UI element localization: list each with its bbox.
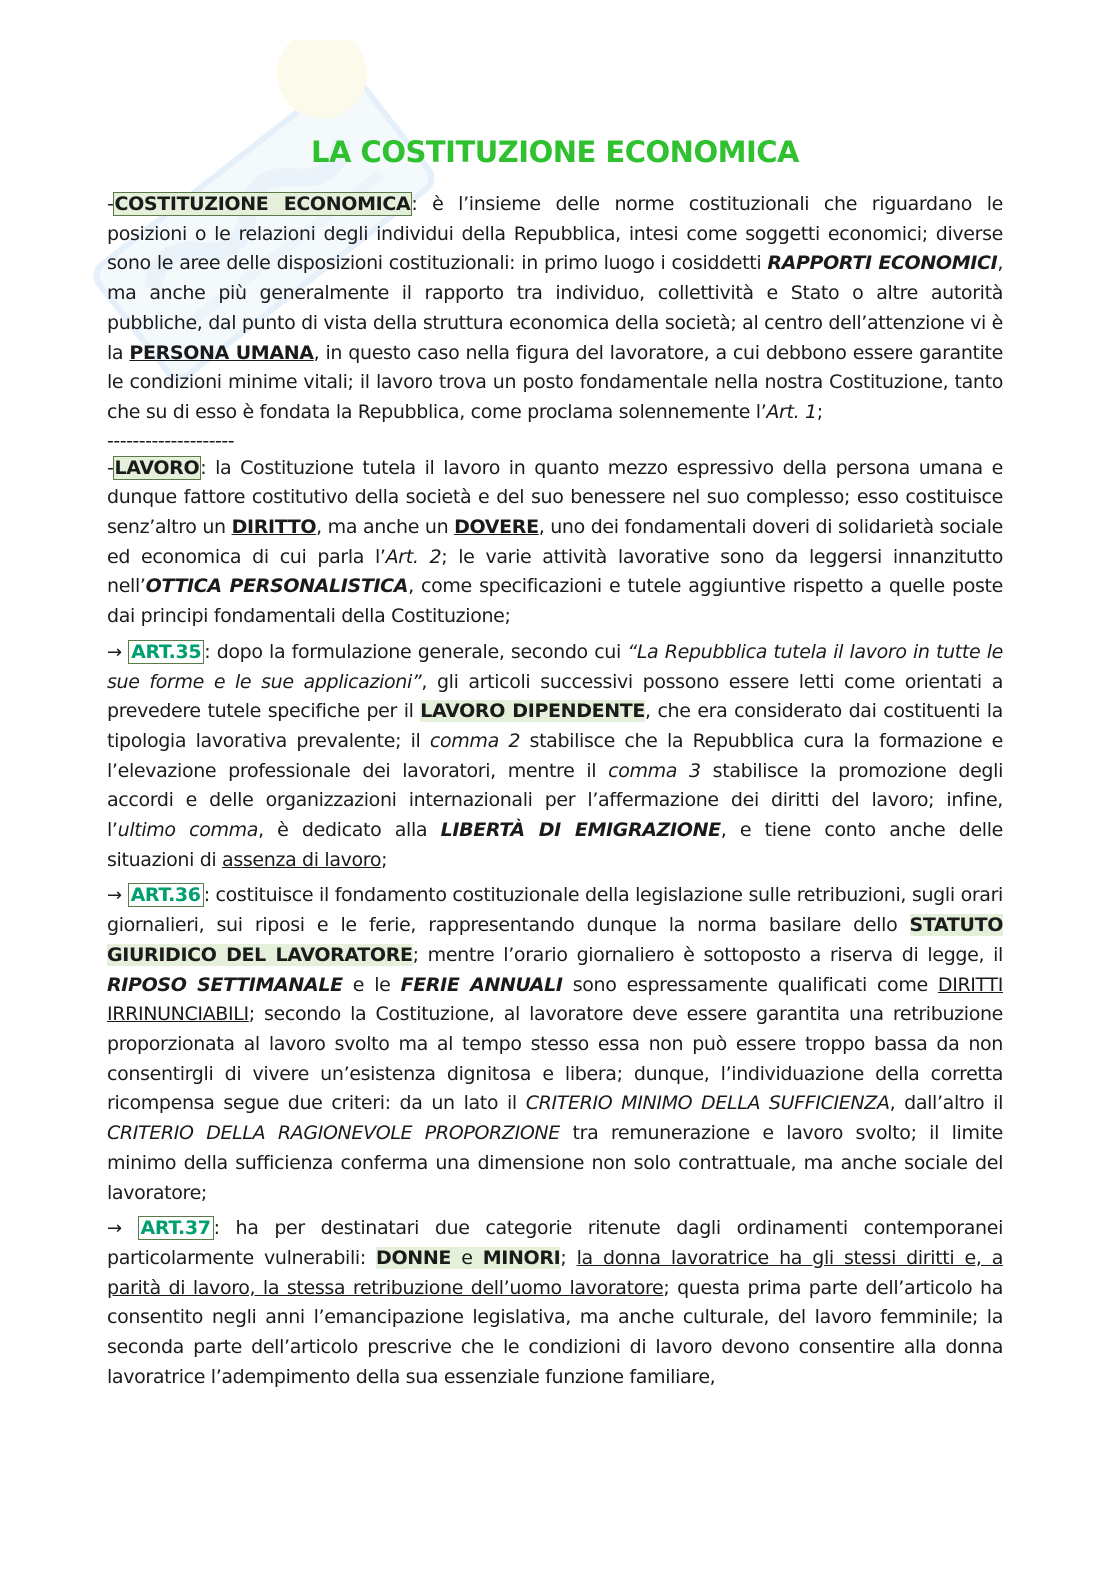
ref-art-2: Art. 2 (385, 545, 442, 568)
text: : è l’insieme delle norme costituzionali che riguardano le posizioni o le relazioni degli individui della Repubblica, intesi come soggetti economici; diverse sono le aree delle disposizioni costituzionali: in primo luogo i cosiddetti (107, 193, 1003, 275)
quote-art-35: “La Repubblica tutela il lavoro in tutte le sue forme e le sue applicazioni” (107, 640, 1003, 693)
arrow-icon: → (107, 641, 122, 663)
article-label-37: ART.37 (138, 1216, 214, 1240)
term-costituzione-economica: COSTITUZIONE ECONOMICA (114, 193, 411, 215)
text: ; (816, 400, 823, 423)
term-ottica-personalistica: OTTICA PERSONALISTICA (145, 575, 409, 598)
term-diritto: DIRITTO (231, 516, 317, 539)
text: ; (560, 1246, 577, 1269)
text: stabilisce la promozione degli accordi e delle organizzazioni internazionali per l’affermazione dei diritti del lavoro; infine, l’ (107, 759, 1003, 842)
article-label-36: ART.36 (128, 883, 204, 907)
article-label-35: ART.35 (128, 640, 204, 664)
term-persona-umana: PERSONA UMANA (129, 341, 314, 364)
text: ; mentre l’orario giornaliero è sottoposto a riserva di legge, il (412, 943, 1003, 966)
document-page (107, 130, 1003, 1392)
term-donne: DONNE (376, 1246, 452, 1269)
text: stabilisce che la Repubblica cura la formazione e l’elevazione professionale dei lavoratori, mentre il (107, 729, 1003, 782)
text: , dall’altro il (889, 1092, 1003, 1115)
ref-art-1: Art. 1 (766, 400, 817, 423)
term-lavoro: LAVORO (114, 456, 200, 479)
text: : ha per destinatari due categorie ritenute dagli ordinamenti contemporanei particolarmente vulnerabili: (107, 1217, 1003, 1269)
term-riposo-settimanale: RIPOSO SETTIMANALE (107, 973, 343, 996)
ref-ultimo-comma: ultimo comma (117, 819, 259, 842)
text: sono espressamente qualificati come (562, 973, 938, 996)
term-lavoro-dipendente: LAVORO DIPENDENTE (420, 700, 646, 723)
ref-comma-2: comma 2 (429, 729, 521, 752)
text: ; le varie attività lavorative sono da leggersi innanzitutto nell’ (107, 545, 1003, 598)
text: ; secondo la Costituzione, al lavoratore deve essere garantita una retribuzione proporzionata al lavoro svolto ma al tempo stesso essa non può essere troppo bassa da non consentirgli di vivere un’esistenza dignitosa e libera; dunque, l’individuazione della corretta ricompensa segue due criteri: da un lato il (107, 1003, 1003, 1115)
text: , uno dei fondamentali doveri di solidarietà sociale ed economica di cui parla l’ (107, 516, 1003, 568)
term-ferie-annuali: FERIE ANNUALI (400, 973, 563, 996)
conjunction: e (451, 1246, 483, 1269)
term-liberta-emigrazione: LIBERTÀ DI EMIGRAZIONE (440, 819, 721, 842)
text: , gli articoli successivi possono essere letti come orientati a prevedere tutele specifiche per il (107, 670, 1003, 723)
term-assenza-lavoro: assenza di lavoro (222, 848, 382, 871)
term-criterio-proporzione: CRITERIO DELLA RAGIONEVOLE PROPORZIONE (107, 1122, 560, 1145)
paragraph-art-37 (107, 1214, 1003, 1392)
term-statuto-giuridico: STATUTO GIURIDICO DEL LAVORATORE (107, 914, 1003, 966)
statement-parita: la donna lavoratrice ha gli stessi diritti e, a parità di lavoro, la stessa retribuzione dell’uomo lavoratore (107, 1246, 1003, 1299)
ref-comma-3: comma 3 (608, 759, 701, 782)
text: : dopo la formulazione generale, secondo cui (204, 640, 628, 663)
text: , in questo caso nella figura del lavoratore, a cui debbono essere garantite le condizioni minime vitali; il lavoro trova un posto fondamentale nella nostra Costituzione, tanto che su di esso è fondata la Repubblica, come proclama solennemente l’ (107, 341, 1003, 423)
term-criterio-sufficienza: CRITERIO MINIMO DELLA SUFFICIENZA (525, 1092, 890, 1115)
text: ; (381, 848, 388, 871)
text: e le (342, 973, 401, 996)
term-dovere: DOVERE (454, 516, 539, 539)
text: tra remunerazione e lavoro svolto; il limite minimo della sufficienza conferma una dimensione non solo contrattuale, ma anche sociale del lavoratore; (107, 1122, 1003, 1204)
text: , che era considerato dai costituenti la tipologia lavorativa prevalente; il (107, 700, 1003, 752)
term-diritti-irrinunciabili: DIRITTI IRRINUNCIABILI (107, 973, 1003, 1026)
paragraph-art-35 (107, 638, 1003, 876)
paragraph-art-36 (107, 881, 1003, 1208)
dash: - (107, 193, 114, 215)
term-rapporti-economici: RAPPORTI ECONOMICI (767, 252, 998, 275)
arrow-icon: → (107, 1218, 122, 1240)
dash: - (107, 456, 114, 479)
text: : la Costituzione tutela il lavoro in quanto mezzo espressivo della persona umana e dunque fattore costitutivo della società e del suo benessere nel suo complesso; esso costituisce senz’altro un (107, 456, 1003, 539)
separator-line: -------------------- (107, 429, 235, 452)
text: , come specificazioni e tutele aggiuntive rispetto a quelle poste dai principi fondamentali della Costituzione; (107, 575, 1003, 628)
text: , ma anche più generalmente il rapporto tra individuo, collettività e Stato o altre autorità pubbliche, dal punto di vista della struttura economica della società; al centro dell’attenzione vi è la (107, 252, 1004, 364)
paragraph-costituzione-economica (107, 190, 1003, 428)
text: , è dedicato alla (258, 819, 441, 842)
text: , e tiene conto anche delle situazioni di (107, 819, 1003, 871)
paragraph-lavoro (107, 454, 1003, 632)
arrow-icon: → (107, 885, 122, 907)
document-title: LA COSTITUZIONE ECONOMICA (311, 135, 799, 169)
text: : costituisce il fondamento costituzionale della legislazione sulle retribuzioni, sugli orari giornalieri, sui riposi e le ferie, rappresentando dunque la norma basilare dello (107, 884, 1003, 937)
text: ; questa prima parte dell’articolo ha consentito negli anni l’emancipazione legislativa, ma anche culturale, del lavoro femminile; la seconda parte dell’articolo prescrive che le condizioni di lavoro devono consentire alla donna lavoratrice l’adempimento della sua essenziale funzione familiare, (107, 1276, 1003, 1388)
text: , ma anche un (316, 516, 455, 539)
term-minori: MINORI (482, 1246, 561, 1269)
